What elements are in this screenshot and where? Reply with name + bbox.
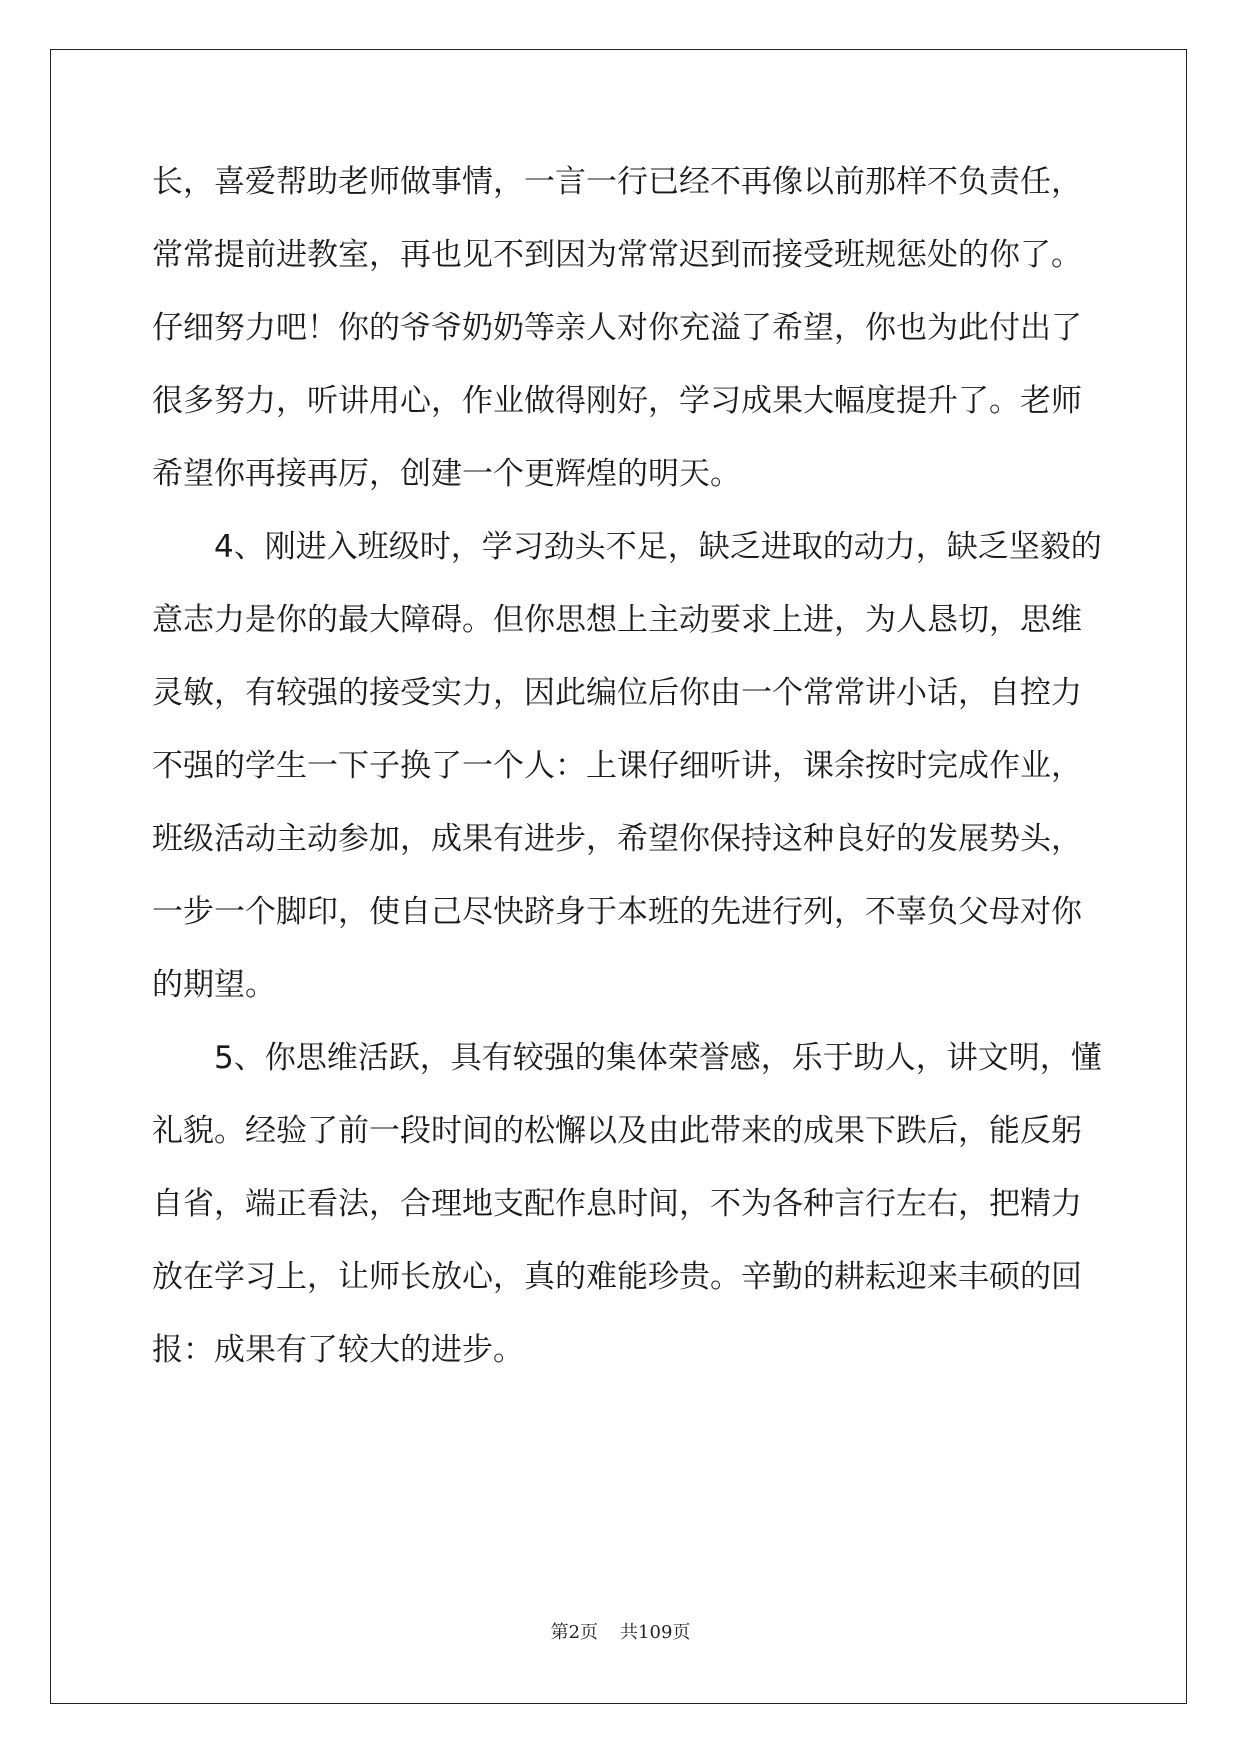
text-line: 常常提前进教室，再也见不到因为常常迟到而接受班规惩处的你了。 bbox=[152, 237, 1082, 273]
text-line: 4、刚进入班级时，学习劲头不足，缺乏进取的动力，缺乏坚毅的 bbox=[152, 529, 1102, 565]
text-line: 灵敏，有较强的接受实力，因此编位后你由一个常常讲小话，自控力 bbox=[152, 675, 1082, 711]
text-line: 不强的学生一下子换了一个人：上课仔细听讲，课余按时完成作业， bbox=[152, 748, 1082, 784]
page-number: 第2页 bbox=[550, 1622, 599, 1643]
text-line: 意志力是你的最大障碍。但你思想上主动要求上进，为人恳切，思维 bbox=[152, 602, 1082, 638]
page-total: 共109页 bbox=[620, 1622, 691, 1643]
text-line: 一步一个脚印，使自己尽快跻身于本班的先进行列，不辜负父母对你 bbox=[152, 894, 1082, 930]
text-line: 班级活动主动参加，成果有进步，希望你保持这种良好的发展势头， bbox=[152, 821, 1082, 857]
text-line: 很多努力，听讲用心，作业做得刚好，学习成果大幅度提升了。老师 bbox=[152, 383, 1082, 419]
text-line: 自省，端正看法，合理地支配作息时间，不为各种言行左右，把精力 bbox=[152, 1186, 1082, 1222]
text-line: 礼貌。经验了前一段时间的松懈以及由此带来的成果下跌后，能反躬 bbox=[152, 1113, 1082, 1149]
text-line: 报：成果有了较大的进步。 bbox=[152, 1332, 524, 1368]
text-line: 仔细努力吧！你的爷爷奶奶等亲人对你充溢了希望，你也为此付出了 bbox=[152, 310, 1082, 346]
page-footer bbox=[0, 1618, 1241, 1644]
text-line: 希望你再接再厉，创建一个更辉煌的明天。 bbox=[152, 456, 741, 492]
text-line: 长，喜爱帮助老师做事情，一言一行已经不再像以前那样不负责任， bbox=[152, 164, 1082, 200]
page-border bbox=[50, 49, 1187, 1704]
text-line: 5、你思维活跃，具有较强的集体荣誉感，乐于助人，讲文明，懂 bbox=[152, 1040, 1102, 1076]
text-line: 的期望。 bbox=[152, 967, 276, 1003]
text-line: 放在学习上，让师长放心，真的难能珍贵。辛勤的耕耘迎来丰硕的回 bbox=[152, 1259, 1082, 1295]
